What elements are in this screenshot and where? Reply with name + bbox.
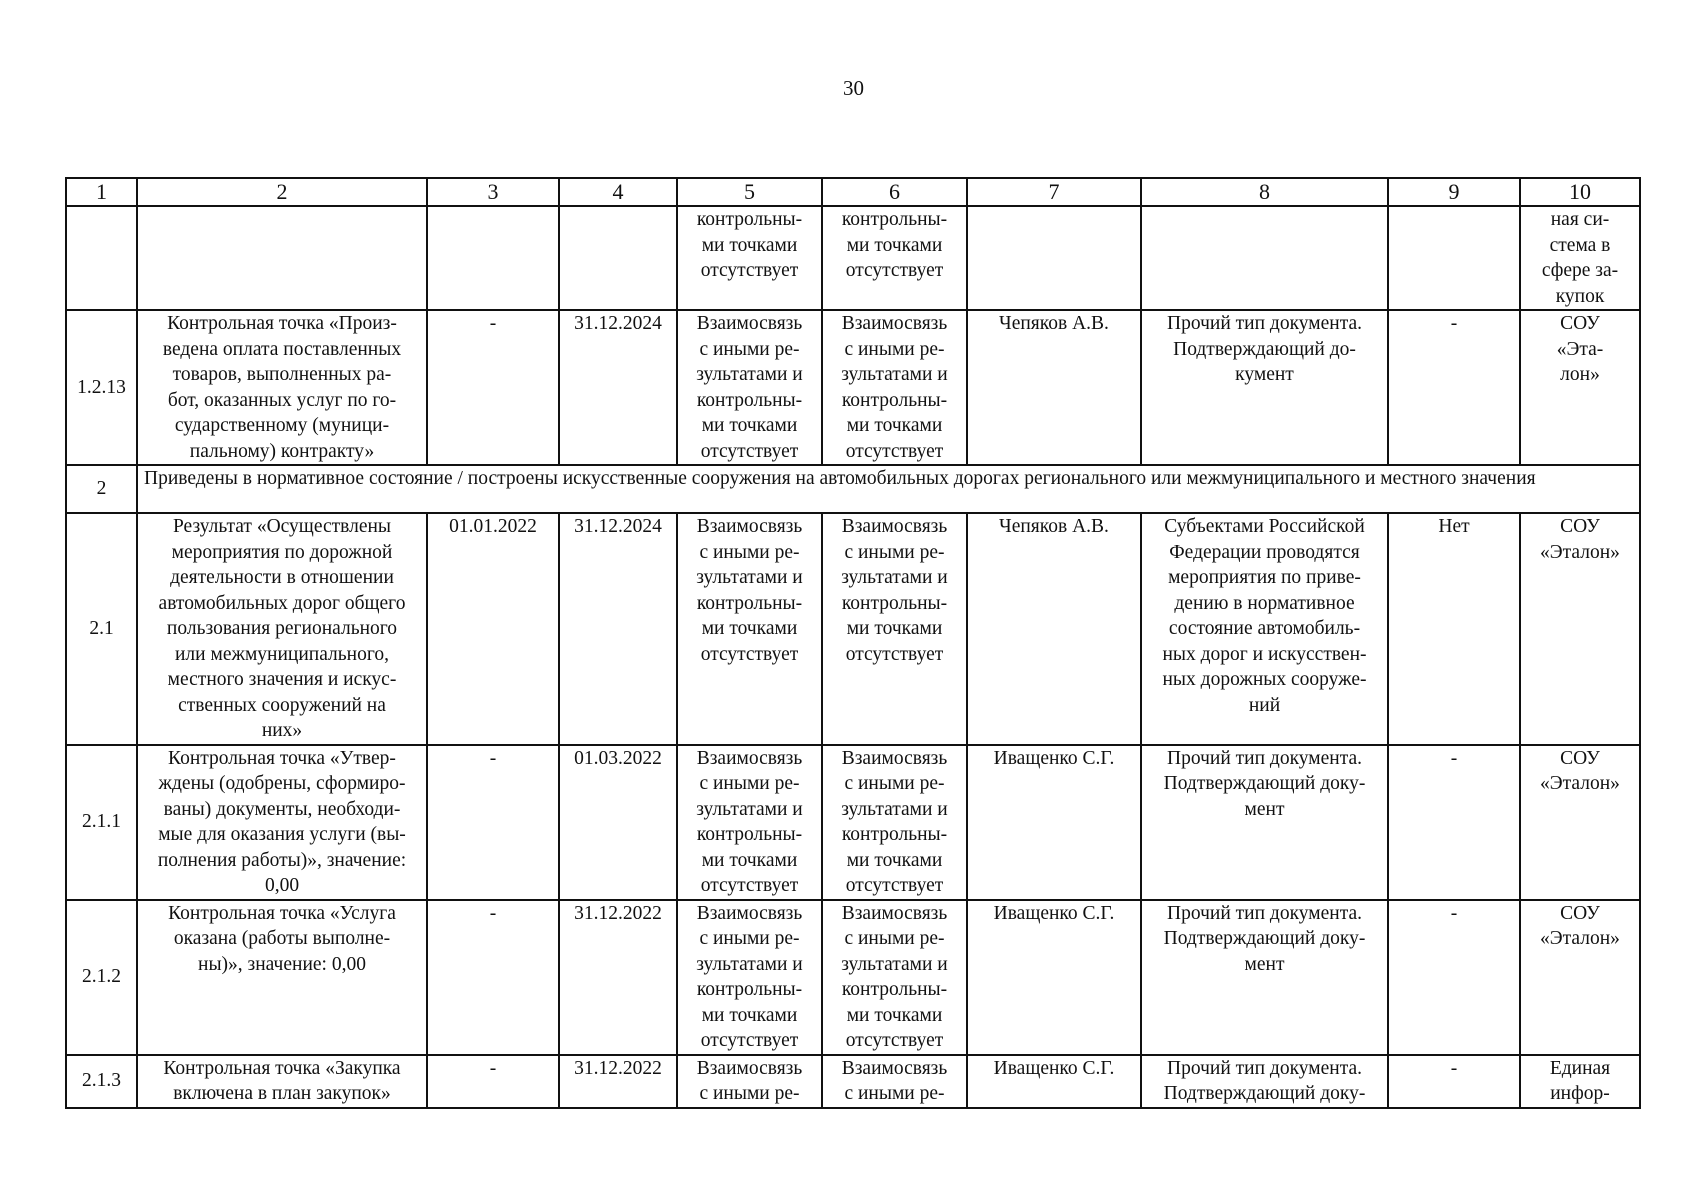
cell-text-line: Подтверждающий доку- (1163, 928, 1366, 949)
cell-col9: - (1388, 745, 1520, 900)
cell-text-line: с иными ре- (844, 338, 945, 360)
cell-num: 2.1 (66, 513, 137, 745)
cell-text-line: Подтверждающий доку- (1163, 773, 1366, 794)
cell-text-line: отсутствует (700, 1030, 799, 1051)
cell-text-line: Подтверждающий доку- (1163, 1083, 1366, 1104)
cell-text-line: Прочий тип документа. (1167, 1057, 1362, 1079)
cell-system (1520, 310, 1640, 465)
cell-num: 1.2.13 (66, 310, 137, 465)
cell-text-line: Прочий тип документа. (1167, 747, 1362, 769)
cell-text-line: отсутствует (845, 643, 944, 665)
header-cell: 4 (559, 178, 677, 206)
cell-system (1520, 900, 1640, 1055)
cell-start: 01.01.2022 (427, 513, 559, 745)
cell-text-line: контрольны- (841, 592, 948, 614)
cell-text-line: бот, оказанных услуг по го- (167, 389, 397, 411)
table-row (66, 513, 1640, 745)
cell-text-line: состояние автомобиль- (1168, 618, 1361, 639)
cell-text-line: Взаимосвязь (841, 902, 948, 924)
cell-start: - (427, 1055, 559, 1108)
cell-text-line: Прочий тип документа. (1167, 313, 1362, 334)
cell-text-line: ведена оплата поставленных (162, 338, 402, 360)
cell-text-line: ны)», значение: 0,00 (198, 953, 366, 975)
cell-link-results (677, 1055, 822, 1108)
cell-document (1141, 310, 1388, 465)
cell-start (427, 206, 559, 310)
cell-name (137, 310, 427, 465)
cell-text-line: Взаимосвязь (696, 516, 803, 537)
section-title: Приведены в нормативное состояние / построены искусственные сооружения на автомобильных дорогах регионального или межмуниципального и местного значения (137, 465, 1640, 513)
cell-text-line: ми точками (846, 1004, 943, 1026)
cell-text-line: сударственному (муници- (174, 415, 390, 436)
cell-end (559, 206, 677, 310)
header-cell: 3 (427, 178, 559, 206)
cell-link-results (677, 206, 822, 310)
cell-text-line: Взаимосвязь (841, 516, 948, 537)
table-row (66, 310, 1640, 465)
cell-link-results (677, 513, 822, 745)
cell-text-line: контрольны- (841, 979, 948, 1000)
cell-text-line: зультатами и (841, 953, 948, 975)
cell-text-line: ных дорожных сооруже- (1162, 669, 1367, 690)
cell-text-line: зультатами и (696, 798, 803, 820)
cell-col9: - (1388, 310, 1520, 465)
cell-text-line: контрольны- (841, 824, 948, 845)
header-cell: 10 (1520, 178, 1640, 206)
cell-text-line: ми точками (701, 849, 798, 871)
cell-text-line: с иными ре- (699, 338, 800, 360)
cell-num: 2.1.1 (66, 745, 137, 900)
cell-responsible: Иващенко С.Г. (967, 745, 1141, 900)
cell-name (137, 900, 427, 1055)
cell-text-line: 0,00 (264, 875, 300, 896)
cell-link-points (822, 1055, 967, 1108)
cell-text-line: Контрольная точка «Услуга (168, 902, 396, 924)
cell-num (66, 206, 137, 310)
cell-text-line: отсутствует (700, 260, 799, 281)
cell-text-line: «Эта- (1556, 338, 1604, 360)
cell-text-line: деятельности в отношении (170, 567, 394, 588)
cell-start: - (427, 310, 559, 465)
cell-text-line: контрольны- (696, 824, 803, 845)
cell-name (137, 206, 427, 310)
cell-text-line: зультатами и (696, 364, 803, 385)
cell-text-line: ми точками (846, 234, 943, 256)
table-row (66, 745, 1640, 900)
cell-text-line: ственных сооружений на (178, 694, 386, 716)
cell-text-line: ми точками (701, 234, 798, 256)
cell-text-line: отсутствует (700, 643, 799, 665)
cell-text-line: контрольны- (841, 209, 948, 230)
cell-text-line: зультатами и (696, 567, 803, 588)
header-cell: 1 (66, 178, 137, 206)
cell-text-line: Субъектами Российской (1164, 516, 1365, 537)
cell-text-line: ждены (одобрены, сформиро- (158, 773, 406, 794)
cell-end: 31.12.2024 (559, 310, 677, 465)
cell-text-line: ми точками (846, 415, 943, 436)
cell-responsible (967, 206, 1141, 310)
cell-text-line: отсутствует (845, 260, 944, 281)
cell-text-line: Взаимосвязь (696, 1057, 803, 1079)
page-number: 30 (843, 76, 864, 100)
cell-text-line: Взаимосвязь (841, 313, 948, 334)
cell-text-line: зультатами и (841, 567, 948, 588)
cell-col9 (1388, 206, 1520, 310)
cell-text-line: отсутствует (845, 875, 944, 896)
cell-text-line: ми точками (846, 849, 943, 871)
cell-text-line: ми точками (701, 1004, 798, 1026)
cell-link-points (822, 206, 967, 310)
cell-text-line: мые для оказания услуги (вы- (158, 824, 406, 845)
cell-document (1141, 900, 1388, 1055)
cell-system (1520, 745, 1640, 900)
cell-text-line: контрольны- (841, 389, 948, 411)
cell-text-line: «Эталон» (1540, 541, 1620, 563)
cell-text-line: с иными ре- (699, 928, 800, 949)
cell-text-line: ная си- (1550, 209, 1610, 230)
cell-name (137, 1055, 427, 1108)
cell-text-line: с иными ре- (844, 928, 945, 949)
cell-text-line: «Эталон» (1540, 773, 1620, 794)
cell-text-line: Единая (1549, 1057, 1611, 1079)
cell-text-line: мент (1244, 953, 1285, 975)
cell-document (1141, 513, 1388, 745)
cell-text-line: лон» (1560, 364, 1600, 385)
cell-name (137, 513, 427, 745)
cell-start: - (427, 745, 559, 900)
section-number: 2 (66, 465, 137, 513)
header-cell: 6 (822, 178, 967, 206)
cell-text-line: ми точками (701, 415, 798, 436)
cell-document (1141, 206, 1388, 310)
cell-text-line: ми точками (701, 618, 798, 639)
cell-end: 31.12.2022 (559, 900, 677, 1055)
cell-text-line: мероприятия по приве- (1168, 567, 1361, 588)
cell-text-line: «Эталон» (1540, 928, 1620, 949)
cell-text-line: автомобильных дорог общего (158, 592, 406, 614)
cell-text-line: Взаимосвязь (841, 1057, 948, 1079)
cell-text-line: СОУ (1560, 902, 1600, 924)
cell-text-line: них» (261, 720, 303, 741)
cell-end: 01.03.2022 (559, 745, 677, 900)
cell-text-line: мероприятия по дорожной (171, 541, 393, 563)
cell-text-line: Контрольная точка «Закупка (163, 1057, 401, 1079)
cell-text-line: Прочий тип документа. (1167, 902, 1362, 924)
cell-text-line: ми точками (846, 618, 943, 639)
cell-col9: - (1388, 1055, 1520, 1108)
cell-text-line: пальному) контракту» (189, 440, 375, 462)
section-row (66, 465, 1640, 513)
cell-text-line: кумент (1235, 364, 1294, 385)
cell-text-line: ных дорог и искусствен- (1162, 643, 1367, 665)
cell-text-line: с иными ре- (699, 541, 800, 563)
cell-text-line: ний (1248, 694, 1281, 716)
cell-link-points (822, 310, 967, 465)
cell-text-line: контрольны- (696, 209, 803, 230)
header-cell: 5 (677, 178, 822, 206)
cell-link-points (822, 900, 967, 1055)
table-row (66, 1055, 1640, 1108)
cell-text-line: с иными ре- (844, 541, 945, 563)
cell-text-line: Взаимосвязь (696, 747, 803, 769)
cell-col9: - (1388, 900, 1520, 1055)
cell-num: 2.1.2 (66, 900, 137, 1055)
cell-document (1141, 745, 1388, 900)
cell-text-line: Контрольная точка «Произ- (167, 313, 397, 334)
cell-text-line: отсутствует (700, 875, 799, 896)
cell-text-line: ваны) документы, необходи- (163, 798, 401, 820)
cell-name (137, 745, 427, 900)
cell-text-line: контрольны- (696, 592, 803, 614)
cell-text-line: с иными ре- (844, 1083, 945, 1104)
cell-system (1520, 206, 1640, 310)
cell-text-line: оказана (работы выполне- (173, 928, 391, 949)
cell-text-line: зультатами и (841, 798, 948, 820)
cell-text-line: дению в нормативное (1174, 592, 1355, 614)
cell-text-line: Федерации проводятся (1169, 541, 1360, 563)
cell-link-points (822, 745, 967, 900)
cell-text-line: сфере за- (1541, 260, 1619, 281)
cell-text-line: пользования регионального (166, 618, 398, 639)
cell-text-line: контрольны- (696, 389, 803, 411)
cell-text-line: СОУ (1560, 313, 1600, 334)
cell-responsible: Иващенко С.Г. (967, 1055, 1141, 1108)
header-cell: 8 (1141, 178, 1388, 206)
table-row (66, 900, 1640, 1055)
cell-text-line: зультатами и (696, 953, 803, 975)
cell-text-line: Контрольная точка «Утвер- (168, 747, 396, 769)
cell-text-line: с иными ре- (699, 1083, 800, 1104)
cell-num: 2.1.3 (66, 1055, 137, 1108)
cell-text-line: инфор- (1550, 1083, 1610, 1104)
cell-text-line: Взаимосвязь (841, 747, 948, 769)
cell-link-results (677, 745, 822, 900)
cell-text-line: включена в план закупок» (173, 1083, 391, 1104)
cell-text-line: отсутствует (700, 440, 799, 462)
cell-responsible: Чепяков А.В. (967, 310, 1141, 465)
cell-text-line: контрольны- (696, 979, 803, 1000)
header-cell: 9 (1388, 178, 1520, 206)
cell-col9: Нет (1388, 513, 1520, 745)
cell-text-line: Взаимосвязь (696, 313, 803, 334)
continuation-row (66, 206, 1640, 310)
cell-link-points (822, 513, 967, 745)
cell-link-results (677, 900, 822, 1055)
cell-text-line: или межмуниципального, (175, 643, 389, 665)
cell-system (1520, 513, 1640, 745)
cell-document (1141, 1055, 1388, 1108)
cell-text-line: отсутствует (845, 440, 944, 462)
cell-text-line: СОУ (1560, 747, 1600, 769)
cell-text-line: с иными ре- (844, 773, 945, 794)
cell-end: 31.12.2024 (559, 513, 677, 745)
cell-text-line: отсутствует (845, 1030, 944, 1051)
header-cell: 7 (967, 178, 1141, 206)
cell-text-line: СОУ (1560, 516, 1600, 537)
cell-text-line: зультатами и (841, 364, 948, 385)
cell-text-line: мент (1244, 798, 1285, 820)
cell-text-line: местного значения и искус- (167, 669, 397, 690)
header-cell: 2 (137, 178, 427, 206)
cell-end: 31.12.2022 (559, 1055, 677, 1108)
cell-text-line: товаров, выполненных ра- (172, 364, 392, 385)
cell-text-line: Результат «Осуществлены (172, 516, 392, 537)
cell-text-line: Подтверждающий до- (1173, 338, 1356, 360)
cell-text-line: стема в (1549, 234, 1611, 256)
cell-responsible: Иващенко С.Г. (967, 900, 1141, 1055)
cell-text-line: Взаимосвязь (696, 902, 803, 924)
cell-text-line: полнения работы)», значение: (157, 849, 407, 871)
cell-start: - (427, 900, 559, 1055)
cell-text-line: с иными ре- (699, 773, 800, 794)
header-row (66, 178, 1640, 206)
cell-text-line: купок (1555, 285, 1605, 307)
cell-system (1520, 1055, 1640, 1108)
milestones-table (65, 177, 1641, 1109)
cell-responsible: Чепяков А.В. (967, 513, 1141, 745)
cell-link-results (677, 310, 822, 465)
